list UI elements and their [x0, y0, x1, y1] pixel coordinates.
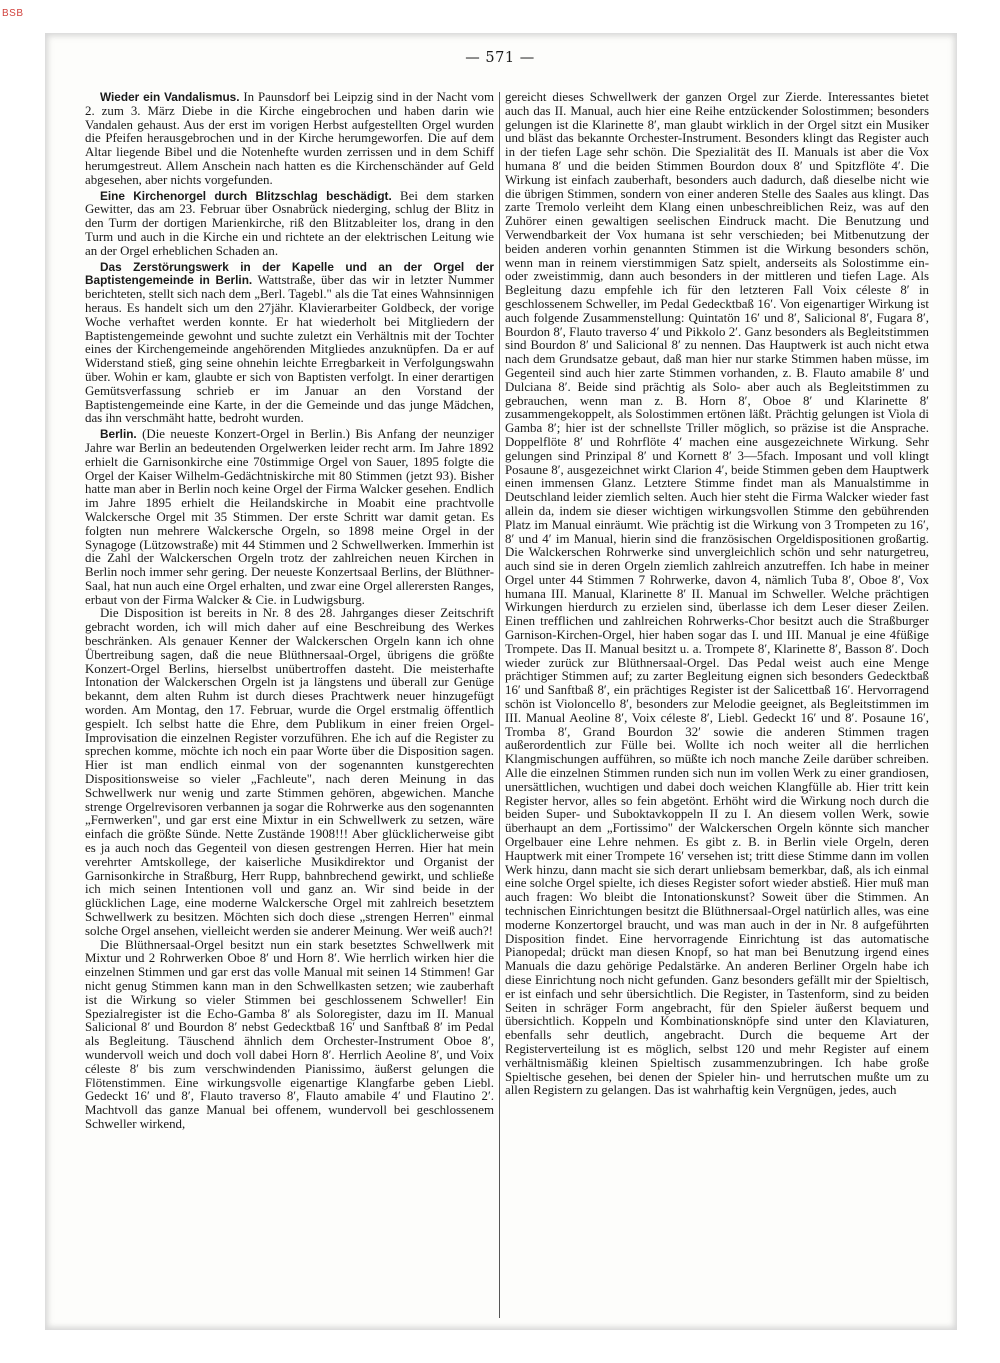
column-divider — [499, 92, 500, 1318]
right-column — [505, 91, 929, 1321]
paragraph-bluethner: Die Blüthnersaal-Orgel besitzt nun ein stark besetztes Schwellwerk mit Mixtur und 2 Rohrwerken Oboe 8′ und Horn 8′. Wie herrlich wirken hier die einzelnen Stimmen und gar erst das volle Manual mit seinen 14 Stimmen! Gar nicht genug Stimmen kann man in den Schwellkasten setzen; wie zauberhaft ist die Wirkung so vieler Stimmen bei geschlossenem Schweller! Ein Spezialregister ist die Echo-Gamba 8′ als Soloregister, dazu im II. Manual Salicional 8′ und Bourdon 8′ nebst Gedecktbaß 16′ und Sanftbaß 8′ im Pedal als Begleitung. Täuschend ähnlich dem Orchester-Instrument Oboe 8′, wundervoll weich und doch voll dabei Horn 8′. Herrlich Aeoline 8′, und Voix céleste 8′ bis zum verschwindenden Pianissimo, äußerst gelungen die Flötenstimmen. Eine wirkungsvolle eigenartige Klangfarbe geben Liebl. Gedeckt 16′ und 8′, Flauto traverso 8′, Flauto amabile 4′ und Flautino 2′. Machtvoll das ganze Manual bei offenem, wundervoll bei geschlossenem Schweller wirkend, — [85, 937, 494, 1131]
article-blitzschlag — [85, 190, 494, 259]
article-vandalismus — [85, 91, 494, 188]
text-blitzschlag: Bei dem starken Gewitter, das am 23. Februar über Osnabrück niederging, schlug der Blitz in den Turm der dortigen Marienkirche, riß den Blitzableiter los, drang in den Turm und auch in die Kirche ein und richtete an der elektrischen Leitung wie an der Orgel erheblichen Schaden an. — [85, 188, 494, 258]
left-column — [85, 91, 494, 1321]
text-berlin: (Die neueste Konzert-Orgel in Berlin.) Bis Anfang der neunziger Jahre war Berlin an bedeutenden Orgelwerken leider recht arm. Im Jahre 1892 erhielt die Garnisonkirche eine 70stimmige Orgel von Sauer, 1895 folgte die Orgel der Kaiser Wilhelm-Gedächtniskirche mit 80 Stimmen (jetzt 93). Bisher hatte man aber in Berlin noch keine Orgel der Firma Walcker gesehen. Endlich im Jahre 1895 erhielt die Heilandskirche in Moabit eine prachtvolle Walckersche Orgel mit 35 Stimmen. Der erste Schritt war damit getan. Es folgten nun mehrere Walckersche Orgeln, so 1898 meine Orgel in der Synagoge (Lützowstraße) mit 44 Stimmen und 2 Schwellwerken. Immerhin ist die Zahl der Walckerschen Orgeln trotz der zahlreichen neuen Kirchen in Berlin noch immer sehr gering. Der neueste Konzertsaal Berlins, der Blüthner-Saal, hat nun auch eine Orgel erhalten, und zwar eine Orgel allerersten Ranges, erbaut von der Firma Walcker & Cie. in Ludwigsburg. — [85, 427, 494, 607]
heading-zerstoerung: Das Zerstörungswerk in der Kapelle und an der Orgel der Baptistengemeinde in Berlin. — [85, 259, 494, 288]
article-berlin — [85, 428, 494, 607]
paragraph-continuation: gereicht dieses Schwellwerk der ganzen Orgel zur Zierde. Interessantes bietet auch das II. Manual, auch hier eine Reihe entzückender Solostimmen; besonders gelungen ist die Klarinette 8′, man glaubt wirklich in der Orgel sitzt ein Musiker und bläst das bekannte Orchester-Instrument. Besonders klingt das Register auch in der tiefen Lage sehr schön. Die Spezialität des II. Manuals ist aber die Vox humana 8′ und die beiden Stimmen Bourdon doux 8′ und Spitzflöte 4′. Die Wirkung ist einfach zauberhaft, besonders auch dadurch, daß dieselbe nicht wie die übrigen Stimmen, sondern von einer anderen Stelle des Saales aus klingt. Das zarte Tremolo verleiht dem Klang einen unbeschreiblichen Reiz, was auf den Zuhörer einen gewaltigen seelischen Eindruck macht. Die Benutzung und Verwendbarkeit der Vox humana ist sehr verschieden; bei Mitbenutzung der beiden anderen vorhin genannten Stimmen ist die Wirkung besonders schön, wenn man in reinem vierstimmigen Satz spielt, anderseits als Solostimme ein- oder zweistimmig, dann auch besonders in der mittleren und tiefen Lage. Als Begleitung dazu empfehle ich für den letzteren Fall Voix céleste 8′ in geschlossenem Schweller, im Pedal Gedecktbaß 16′. Von eigenartiger Wirkung ist auch folgende Zusammenstellung: Quintatön 16′ und 8′, Salicional 8′, Fugara 8′, Bourdon 8′, Flauto traverso 4′ und Pikkolo 2′. Ganz besonders als Begleitstimmen sind Bourdon 8′ und Salicional 8′ zu nennen. Das Hauptwerk ist auch nicht etwa nach dem Grundsatze gebaut, daß man hier nur starke Stimmen haben müsse, im Gegenteil sind auch hier zarte Stimmen vorhanden, z. B. Flauto amabile 8′ und Dulciana 8′. Beide sind prächtig als Solo- aber auch als Begleitstimmen zu gebrauchen, wenn man z. B. Horn 8′, Oboe 8′ und Klarinette 8′ zusammengekoppelt, als Solostimmen ertönen läßt. Prächtig gelungen ist Viola di Gamba 8′; hier ist der schnellste Triller möglich, so präzise ist die Ansprache. Doppelflöte 8′ und Rohrflöte 4′ machen eine ausgezeichnete Wirkung. Sehr gelungen sind Prinzipal 8′ und Kornett 8′ 3—5fach. Imposant und voll klingt Posaune 8′, ausgezeichnet wirkt Clarion 4′, beide Stimmen geben dem Hauptwerk einen immensen Glanz. Letztere Stimme findet man als Manualstimme in Deutschland leider ziemlich selten. Auch hier steht die Firma Walcker wieder fast allein da, indem sie dieser wichtigen wirkungsvollen Stimme den gebührenden Platz im Manual einräumt. Wie prächtig ist die Wirkung von 3 Trompeten zu 16′, 8′ und 4′ im Manual, hierin sind die französischen Orgeldispositionen großartig. Die Walckerschen Rohrwerke sind unvergleichlich schön und sehr naturgetreu, auch sind sie in deren Orgeln ziemlich zahlreich anzutreffen. Ich habe in meiner Orgel unter 44 Stimmen 7 Rohrwerke, davon 4, nämlich Tuba 8′, Oboe 8′, Vox humana III. Manual, Klarinette 8′ II. Manual im Schweller. Welche prächtigen Wirkungen hierdurch zu erzielen sind, überlasse ich dem Leser dieser Zeilen. Einen trefflichen und zahlreichen Rohrwerks-Chor besitzt auch die Straßburger Garnison-Kirchen-Orgel, hier haben sogar das I. und III. Manual je eine 4füßige Trompete. Das II. Manual besitzt u. a. Trompete 8′, Klarinette 8′, Basson 8′. Doch wieder zurück zur Blüthnersaal-Orgel. Das Pedal weist auch eine Menge prächtiger Stimmen auf; zu zarter Begleitung eignen sich besonders Gedecktbaß 16′ und Sanftbaß 8′, ein prächtiges Register ist der Salicettbaß 16′. Hervorragend schön ist Violoncello 8′, besonders zur Melodie geeignet, als Begleitstimmen im III. Manual Aeoline 8′, Voix céleste 8′, Liebl. Gedeckt 16′ und 8′. Posaune 16′, Tromba 8′, Grand Bourdon 32′ sowie die anderen Stimmen tragen außerordentlich zur Fülle bei. Wollte ich noch weiter all die herrlichen Klangmischungen aufführen, so müßte ich noch manche Zeile darüber schreiben. Alle die einzelnen Stimmen runden sich nun im vollen Werk zu einer grandiosen, unersättlichen, wuchtigen und dabei doch weichen Klangfülle ab. Hier tritt kein Register hervor, alles so fein abgetönt. Erhöht wird die Wirkung noch durch die beiden Super- und Suboktavkoppeln II zu I. An diesem vollen Werk, sowie überhaupt an dem „Fortissimo" der Walckerschen Orgeln könnte sich mancher Orgelbauer eine Lehre nehmen. Es gibt z. B. in Berlin viele Orgeln, deren Hauptwerk mit einer Trompete 16′ versehen ist; tritt diese Stimme dann im vollen Werk hinzu, dann macht sie sich derart unliebsam bemerkbar, daß, als ich einmal eine solche Orgel spielte, ich dieses Register sofort wieder abstieß. Hier muß man auch fragen: Wo bleibt die Intonationskunst? Soweit über die Stimmen. An technischen Einrichtungen besitzt die Blüthnersaal-Orgel natürlich alles, was eine moderne Konzertorgel braucht, und was man auch in der in Nr. 8 aufgeführten Disposition findet. Eine hervorragende Einrichtung ist das automatische Pianopedal; drückt man diesen Knopf, so hat man bei Benutzung irgend eines Manuals die dazu gehörige Pedalstärke. An anderen Berliner Orgeln habe ich diese Einrichtung noch nicht gefunden. Ganz besonders gefällt mir der Spieltisch, er ist einfach und sehr übersichtlich. Die Register, in Tastenform, sind zu beiden Seiten in schräger Form angebracht, für den Spieler äußerst bequem und übersichtlich. Koppeln und Kombinationsknöpfe sind unter den Klaviaturen, ebenfalls sehr deutlich, angebracht. Durch die bequeme Art der Registerverteilung ist es möglich, selbst 120 und mehr Register auf einem verhältnismäßig kleinen Spieltisch zusammenzubringen. Ich habe große Spieltische gesehen, bei denen der Spieler hin- und herrutschen mußte um zu allen Registern zu gelangen. Das ist wahrhaftig kein Vergnügen, jedes, auch — [505, 91, 929, 1098]
text-vandalismus: In Paunsdorf bei Leipzig sind in der Nacht vom 2. zum 3. März Diebe in die Kirche eingebrochen und haben darin wie Vandalen gehaust. Aus der erst im vorigen Herbst aufgestellten Orgel wurden die Pfeifen herausgebrochen und in der Kirche herumgeworfen. Die auf dem Altar liegende Bibel und die Notenhefte wurden zerrissen und in dem Schiff herumgestreut. Allem Anschein nach hatten es die Kirchenschänder auf Geld abgesehen, aber nichts vorgefunden. — [85, 91, 494, 187]
article-zerstoerung — [85, 261, 494, 427]
heading-blitzschlag: Eine Kirchenorgel durch Blitzschlag beschädigt. — [100, 188, 392, 203]
heading-vandalismus: Wieder ein Vandalismus. — [100, 91, 240, 104]
library-stamp: BSB — [2, 8, 24, 19]
page-number: — 571 — — [465, 50, 535, 66]
heading-berlin: Berlin. — [100, 427, 137, 442]
text-zerstoerung: Wattstraße, über das wir in letzter Nummer berichteten, stellt sich nach dem „Berl. Tagebl." als die Tat eines Wahnsinnigen heraus. Es handelt sich um den 27jähr. Klavierarbeiter Goldbeck, der vorige Woche verhaftet werden konnte. Er hat wiederholt bei Mitgliedern der Baptistengemeinde gewohnt und suchte zuletzt ein Verhältnis mit der Tochter eines der Kirchengemeinde angehörenden Mitgliedes anzuknüpfen. Da er auf Widerstand stieß, ging seine ohnehin leichte Erregbarkeit in Verfolgungswahn über. Wohin er kam, glaubte er sich von Baptisten verfolgt. In einer derartigen Gemütsverfassung schrieb er im Januar an den Vorstand der Baptistengemeinde eine Karte, in der die Gemeinde und das junge Mädchen, das ihn verschmäht hatte, bedroht wurden. — [85, 273, 494, 426]
paragraph-disposition: Die Disposition ist bereits in Nr. 8 des 28. Jahrganges dieser Zeitschrift gebracht worden, ich will mich daher auf eine Beschreibung des Werkes beschränken. Als genauer Kenner der Walckerschen Orgeln kann ich ohne Übertreibung sagen, daß die neue Blüthnersaal-Orgel, übrigens die größte Konzert-Orgel Berlins, hierselbst unübertroffen dasteht. Die meisterhafte Intonation der Walckerschen Orgeln ist ja längstens und überall zur Genüge bekannt, dem alten Ruhm ist durch dieses Prachtwerk neuer hinzugefügt worden. Am Montag, den 17. Februar, wurde die Orgel erstmalig öffentlich gespielt. Ich selbst hatte die Ehre, dem Publikum in einer freien Orgel-Improvisation die einzelnen Register vorzuführen. Ehe ich auf die Register zu sprechen komme, möchte ich noch ein paar Worte über die Disposition sagen. Hier ist man endlich einmal von der sogenannten kunstgerechten Dispositionsweise so vieler „Fachleute", nach deren Meinung in das Schwellwerk nur wenig und zarte Stimmen gehören, abgewichen. Manche strenge Orgelrevisoren verbannen ja sogar die Rohrwerke aus den sogenannten „Fernwerken", und gar erst eine Mixtur in ein Schwellwerk zu setzen, wäre einfach die größte Sünde. Nette Zustände 1908!!! Aber glücklicherweise gibt es ja auch noch das Gegenteil von diesen gestrengen Herren. Hier hat mein verehrter Amtskollege, der kaiserliche Musikdirektor und Organist der Garnisonkirche in Straßburg, Herr Rupp, bahnbrechend gewirkt, und schließe ich mich seinen Intentionen voll und ganz an. Wir sind beide in der glücklichen Lage, eine moderne Walckersche Orgel mit zahlreich besetztem Schwellwerk zu besitzen. Möchten sich doch diese „strengen Herren" einmal solche Orgel ansehen, vielleicht werden sie anderer Meinung. Wer weiß auch?! — [85, 606, 494, 938]
